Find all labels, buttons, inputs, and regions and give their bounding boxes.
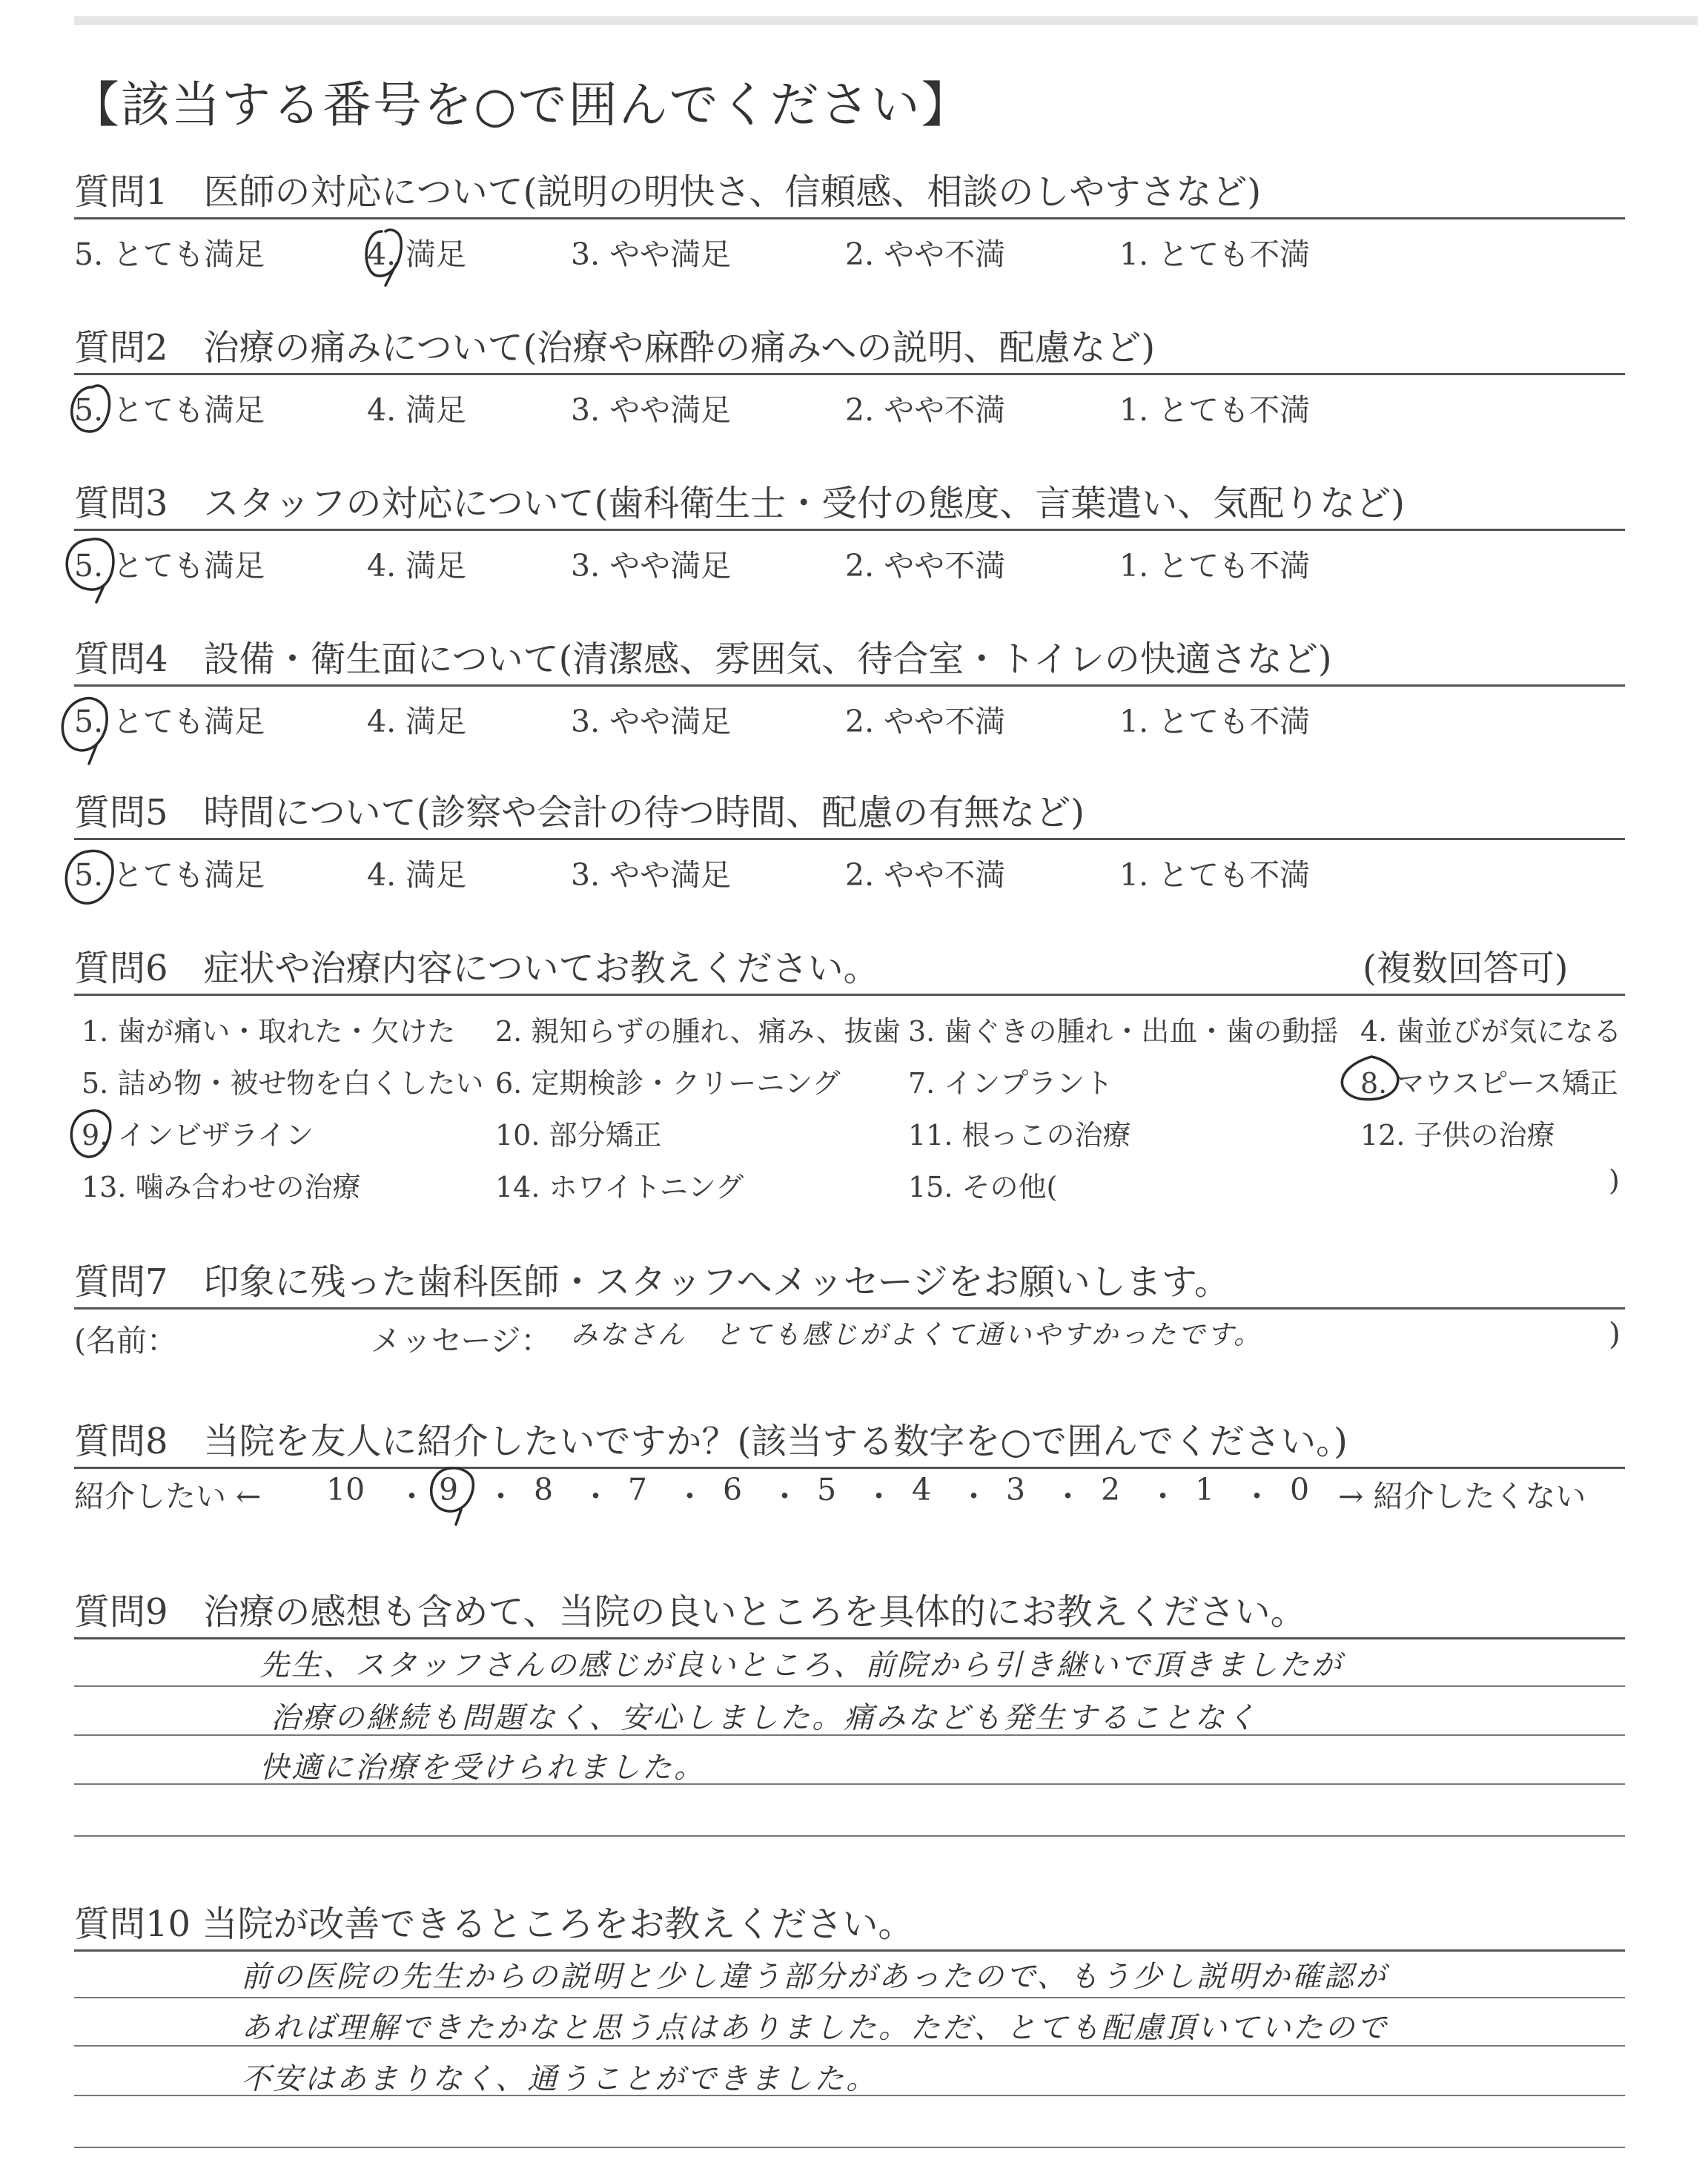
q6-item-4[interactable]: 4. 歯並びが気になる: [1360, 1015, 1622, 1048]
q9-answer-line-3[interactable]: 快適に治療を受けられました。: [259, 1751, 706, 1785]
q6-item-14[interactable]: 14. ホワイトニング: [495, 1171, 744, 1203]
q4-rule: [74, 684, 1625, 687]
q1-rule: [74, 217, 1625, 219]
q6-rule: [74, 994, 1625, 996]
q8-title: 質問8 当院を友人に紹介したいですか？(該当する数字を○で囲んでください。): [74, 1421, 1348, 1462]
q6-item-12[interactable]: 12. 子供の治療: [1360, 1119, 1555, 1152]
q2-option-2[interactable]: 2. やや不満: [845, 392, 1006, 428]
q2-option-1[interactable]: 1. とても不満: [1119, 392, 1311, 428]
q10-writing-line: [74, 2147, 1625, 2148]
q3-option-2[interactable]: 2. やや不満: [845, 548, 1006, 584]
q7-close-paren: ): [1609, 1316, 1621, 1352]
q1-option-1[interactable]: 1. とても不満: [1119, 237, 1311, 272]
q10-answer-line-3[interactable]: 不安はあまりなく、通うことができました。: [241, 2062, 878, 2096]
q1-title: 質問1 医師の対応について(説明の明快さ、信頼感、相談のしやすさなど): [74, 171, 1262, 213]
q8-dot: ・: [1148, 1479, 1178, 1514]
q6-other-close-paren: ): [1609, 1164, 1620, 1197]
q4-option-2[interactable]: 2. やや不満: [845, 704, 1006, 739]
q5-option-2[interactable]: 2. やや不満: [845, 857, 1006, 893]
q3-option-4[interactable]: 4. 満足: [367, 548, 467, 584]
q8-dot: ・: [864, 1479, 894, 1514]
q7-title: 質問7 印象に残った歯科医師・スタッフへメッセージをお願いします。: [74, 1261, 1230, 1303]
q2-rule: [74, 373, 1625, 375]
q5-option-4[interactable]: 4. 満足: [367, 857, 467, 893]
scan-edge: [74, 16, 1698, 25]
q8-scale-9[interactable]: 9: [439, 1472, 459, 1507]
q4-title: 質問4 設備・衛生面について(清潔感、雰囲気、待合室・トイレの快適さなど): [74, 638, 1332, 680]
q8-scale-1[interactable]: 1: [1195, 1472, 1215, 1507]
q1-option-3[interactable]: 3. やや満足: [571, 237, 732, 272]
q6-item-2[interactable]: 2. 親知らずの腫れ、痛み、抜歯: [495, 1015, 901, 1048]
q3-title: 質問3 スタッフの対応について(歯科衛生士・受付の態度、言葉遣い、気配りなど): [74, 483, 1406, 524]
q8-dot: ・: [397, 1479, 427, 1514]
q3-rule: [74, 529, 1625, 531]
q5-rule: [74, 838, 1625, 840]
q8-scale-6[interactable]: 6: [723, 1472, 743, 1507]
q4-option-4[interactable]: 4. 満足: [367, 704, 467, 739]
q5-option-1[interactable]: 1. とても不満: [1119, 857, 1311, 893]
q8-dot: ・: [486, 1479, 516, 1514]
q8-scale-2[interactable]: 2: [1101, 1472, 1121, 1507]
q8-right-label: → 紹介したくない: [1338, 1479, 1586, 1514]
q8-scale-0[interactable]: 0: [1290, 1472, 1310, 1507]
q5-option-5[interactable]: 5. とても満足: [74, 857, 265, 893]
q8-dot: ・: [1242, 1479, 1272, 1514]
q4-option-1[interactable]: 1. とても不満: [1119, 704, 1311, 739]
q8-scale-8[interactable]: 8: [534, 1472, 554, 1507]
q9-answer-line-2[interactable]: 治療の継続も問題なく、安心しました。痛みなども発生することなく: [271, 1701, 1259, 1735]
q3-option-5[interactable]: 5. とても満足: [74, 548, 265, 584]
q4-option-5[interactable]: 5. とても満足: [74, 704, 265, 739]
q9-writing-line: [74, 1685, 1625, 1687]
q8-scale-10[interactable]: 10: [326, 1472, 365, 1507]
q7-message-handwritten[interactable]: みなさん とても感じがよくて通いやすかったです。: [571, 1320, 1263, 1350]
q9-title: 質問9 治療の感想も含めて、当院の良いところを具体的にお教えください。: [74, 1591, 1306, 1633]
q2-option-4[interactable]: 4. 満足: [367, 392, 467, 428]
q3-option-3[interactable]: 3. やや満足: [571, 548, 732, 584]
q7-name-label: (名前：: [74, 1323, 177, 1358]
instruction-header: 【該当する番号を○で囲んでください】: [70, 76, 972, 133]
q8-dot: ・: [769, 1479, 800, 1514]
q6-item-11[interactable]: 11. 根っこの治療: [908, 1119, 1131, 1152]
q1-option-5[interactable]: 5. とても満足: [74, 237, 265, 272]
q6-item-10[interactable]: 10. 部分矯正: [495, 1119, 662, 1152]
q10-writing-line: [74, 1997, 1625, 1998]
q8-scale-3[interactable]: 3: [1006, 1472, 1026, 1507]
q9-rule: [74, 1637, 1625, 1639]
q6-item-5[interactable]: 5. 詰め物・被せ物を白くしたい: [82, 1067, 484, 1100]
q8-dot: ・: [580, 1479, 611, 1514]
q6-item-6[interactable]: 6. 定期検診・クリーニング: [495, 1067, 841, 1100]
q8-rule: [74, 1467, 1625, 1469]
q6-title: 質問6 症状や治療内容についてお教えください。: [74, 948, 879, 989]
q9-answer-line-1[interactable]: 先生、スタッフさんの感じが良いところ、前院から引き継いで頂きましたが: [259, 1648, 1343, 1682]
q6-item-9[interactable]: 9. インビザライン: [82, 1119, 314, 1152]
q10-answer-line-1[interactable]: 前の医院の先生からの説明と少し違う部分があったので、もう少し説明か確認が: [241, 1960, 1388, 1994]
q7-message-label: メッセージ：: [371, 1323, 552, 1358]
q8-dot: ・: [959, 1479, 989, 1514]
q6-item-15-other[interactable]: 15. その他(: [908, 1171, 1058, 1203]
q8-scale-4[interactable]: 4: [912, 1472, 932, 1507]
q8-left-label: 紹介したい ←: [74, 1479, 262, 1514]
q6-item-3[interactable]: 3. 歯ぐきの腫れ・出血・歯の動揺: [908, 1015, 1339, 1048]
q8-scale-7[interactable]: 7: [628, 1472, 648, 1507]
q5-title: 質問5 時間について(診察や会計の待つ時間、配慮の有無など): [74, 792, 1085, 833]
q6-item-7[interactable]: 7. インプラント: [908, 1067, 1113, 1100]
q8-dot: ・: [1053, 1479, 1083, 1514]
q6-multi-answer-note: (複数回答可): [1363, 948, 1569, 989]
q6-item-13[interactable]: 13. 噛み合わせの治療: [82, 1171, 361, 1203]
q9-writing-line: [74, 1835, 1625, 1837]
q2-title: 質問2 治療の痛みについて(治療や麻酔の痛みへの説明、配慮など): [74, 327, 1156, 369]
q3-option-1[interactable]: 1. とても不満: [1119, 548, 1311, 584]
q1-option-2[interactable]: 2. やや不満: [845, 237, 1006, 272]
q6-item-1[interactable]: 1. 歯が痛い・取れた・欠けた: [82, 1015, 456, 1048]
q6-item-8[interactable]: 8. マウスピース矯正: [1360, 1067, 1618, 1100]
q8-scale-5[interactable]: 5: [817, 1472, 837, 1507]
q10-answer-line-2[interactable]: あれば理解できたかなと思う点はありました。ただ、とても配慮頂いていたので: [241, 2011, 1388, 2045]
q2-option-5[interactable]: 5. とても満足: [74, 392, 265, 428]
q8-dot: ・: [675, 1479, 705, 1514]
q10-rule: [74, 1949, 1625, 1952]
q4-option-3[interactable]: 3. やや満足: [571, 704, 732, 739]
q7-rule: [74, 1307, 1625, 1309]
q2-option-3[interactable]: 3. やや満足: [571, 392, 732, 428]
q10-title: 質問10 当院が改善できるところをお教えください。: [74, 1903, 914, 1945]
q1-option-4[interactable]: 4. 満足: [367, 237, 467, 272]
q5-option-3[interactable]: 3. やや満足: [571, 857, 732, 893]
